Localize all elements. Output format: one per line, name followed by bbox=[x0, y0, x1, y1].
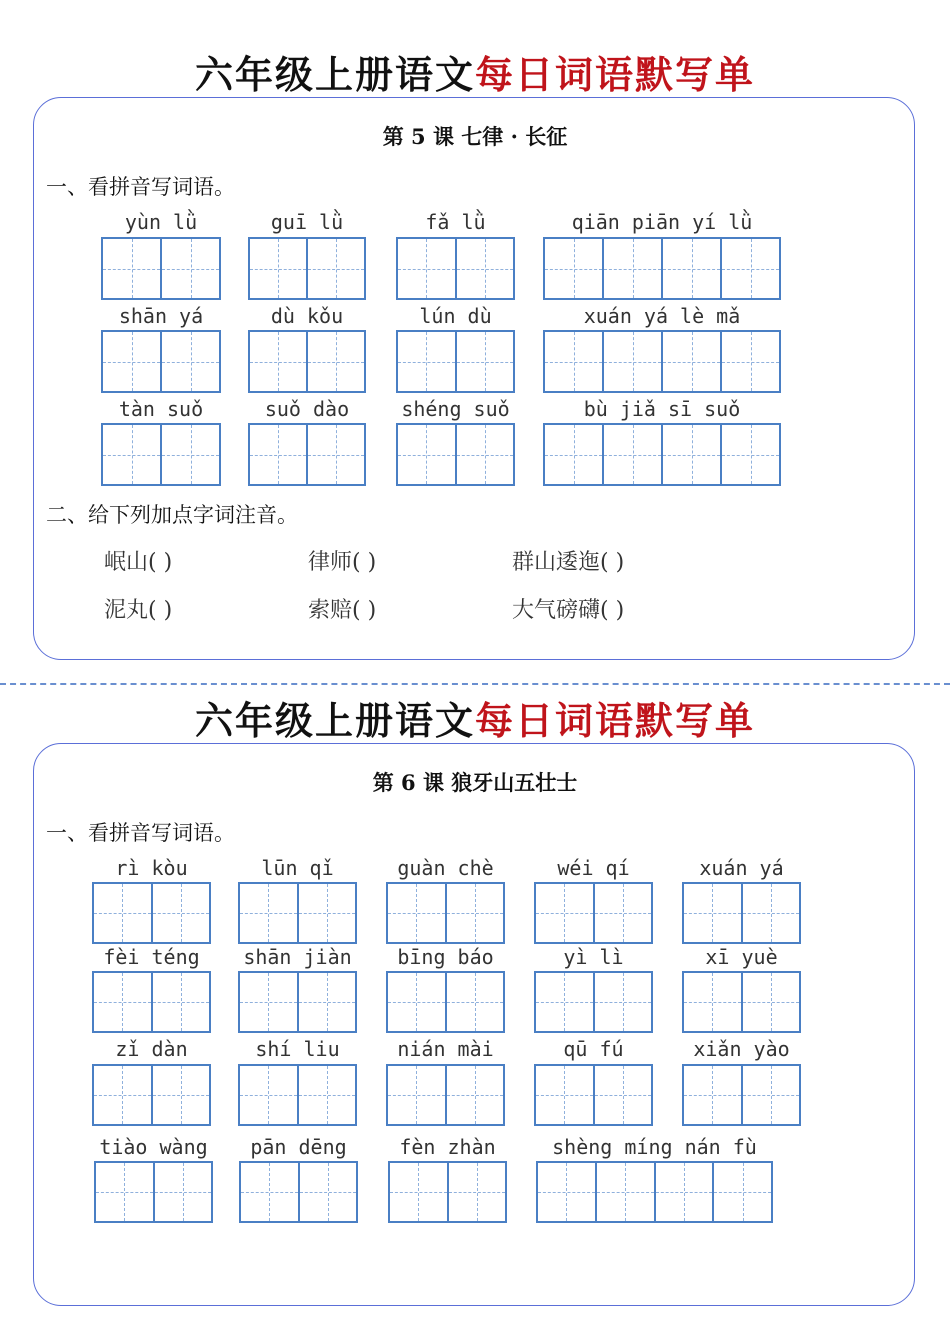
writing-grid[interactable] bbox=[543, 423, 781, 486]
writing-grid[interactable] bbox=[682, 882, 801, 944]
writing-grid[interactable] bbox=[101, 237, 221, 300]
writing-cell[interactable] bbox=[661, 239, 720, 298]
writing-cell[interactable] bbox=[240, 1066, 297, 1124]
sheet2-lesson-title: 第 6 课 狼牙山五壮士 bbox=[372, 770, 578, 795]
pinyin-label: shéng suǒ bbox=[401, 397, 510, 421]
sheet1-title-red: 每日词语默写单 bbox=[475, 52, 756, 97]
writing-grid[interactable] bbox=[386, 1064, 505, 1126]
writing-cell[interactable] bbox=[455, 332, 514, 391]
pinyin-label: tiào wàng bbox=[99, 1135, 208, 1159]
writing-cell[interactable] bbox=[240, 973, 297, 1031]
pinyin-label: fèn zhàn bbox=[399, 1135, 496, 1159]
writing-cell[interactable] bbox=[388, 1066, 445, 1124]
writing-cell[interactable] bbox=[545, 239, 602, 298]
writing-cell[interactable] bbox=[390, 1163, 447, 1221]
writing-cell[interactable] bbox=[593, 1066, 652, 1124]
writing-grid[interactable] bbox=[396, 423, 515, 486]
writing-cell[interactable] bbox=[298, 1163, 357, 1221]
writing-cell[interactable] bbox=[297, 973, 356, 1031]
writing-cell[interactable] bbox=[684, 1066, 741, 1124]
pinyin-label: qū fú bbox=[563, 1037, 624, 1061]
zhuyin-item: 大气磅礴( ) bbox=[512, 598, 625, 623]
pinyin-label: fèi téng bbox=[103, 945, 200, 969]
writing-grid[interactable] bbox=[543, 330, 781, 393]
writing-cell[interactable] bbox=[94, 1066, 151, 1124]
writing-cell[interactable] bbox=[250, 332, 306, 391]
writing-cell[interactable] bbox=[94, 973, 151, 1031]
pinyin-label: tàn suǒ bbox=[118, 397, 204, 421]
writing-cell[interactable] bbox=[741, 973, 800, 1031]
writing-cell[interactable] bbox=[103, 425, 160, 484]
writing-cell[interactable] bbox=[602, 239, 661, 298]
writing-grid[interactable] bbox=[92, 971, 211, 1033]
zhuyin-item: 索赔( ) bbox=[308, 598, 377, 623]
writing-cell[interactable] bbox=[151, 1066, 210, 1124]
writing-cell[interactable] bbox=[398, 425, 455, 484]
writing-cell[interactable] bbox=[741, 1066, 800, 1124]
writing-grid[interactable] bbox=[238, 882, 357, 944]
writing-cell[interactable] bbox=[536, 884, 593, 942]
zhuyin-item: 泥丸( ) bbox=[104, 598, 173, 623]
writing-cell[interactable] bbox=[741, 884, 800, 942]
pinyin-label: zǐ dàn bbox=[115, 1037, 188, 1061]
pinyin-label: shí liu bbox=[255, 1037, 340, 1061]
pinyin-label: shèng míng nán fù bbox=[552, 1135, 757, 1159]
pinyin-label: guī lǜ bbox=[270, 210, 344, 234]
pinyin-label: bīng báo bbox=[397, 945, 494, 969]
writing-cell[interactable] bbox=[94, 884, 151, 942]
pinyin-label: xuán yá bbox=[699, 856, 784, 880]
sheet2-title bbox=[0, 690, 950, 745]
writing-cell[interactable] bbox=[388, 973, 445, 1031]
sheet2-title-red: 每日词语默写单 bbox=[475, 698, 756, 743]
zhuyin-item: 岷山( ) bbox=[104, 550, 173, 575]
writing-cell[interactable] bbox=[151, 973, 210, 1031]
writing-cell[interactable] bbox=[593, 884, 652, 942]
writing-cell[interactable] bbox=[306, 425, 364, 484]
writing-cell[interactable] bbox=[153, 1163, 212, 1221]
writing-cell[interactable] bbox=[445, 1066, 504, 1124]
writing-grid[interactable] bbox=[682, 971, 801, 1033]
pinyin-label: shān yá bbox=[118, 304, 204, 328]
writing-cell[interactable] bbox=[712, 1163, 771, 1221]
writing-cell[interactable] bbox=[602, 425, 661, 484]
writing-cell[interactable] bbox=[96, 1163, 153, 1221]
writing-cell[interactable] bbox=[160, 239, 219, 298]
pinyin-label: guàn chè bbox=[397, 856, 494, 880]
writing-cell[interactable] bbox=[398, 239, 455, 298]
writing-grid[interactable] bbox=[386, 882, 505, 944]
writing-grid[interactable] bbox=[239, 1161, 358, 1223]
writing-grid[interactable] bbox=[388, 1161, 507, 1223]
writing-cell[interactable] bbox=[151, 884, 210, 942]
writing-grid[interactable] bbox=[92, 1064, 211, 1126]
pinyin-label: rì kòu bbox=[115, 856, 188, 880]
writing-cell[interactable] bbox=[720, 425, 779, 484]
writing-cell[interactable] bbox=[250, 239, 306, 298]
writing-grid[interactable] bbox=[536, 1161, 773, 1223]
writing-cell[interactable] bbox=[661, 425, 720, 484]
pinyin-label: lūn qǐ bbox=[261, 856, 334, 880]
writing-grid[interactable] bbox=[101, 330, 221, 393]
writing-grid[interactable] bbox=[396, 237, 515, 300]
writing-grid[interactable] bbox=[248, 237, 366, 300]
writing-cell[interactable] bbox=[455, 425, 514, 484]
pinyin-label: pān dēng bbox=[250, 1135, 347, 1159]
sheet2-title-black: 六年级上册语文 bbox=[194, 698, 475, 743]
writing-cell[interactable] bbox=[445, 973, 504, 1031]
sheet1-title-black: 六年级上册语文 bbox=[194, 52, 475, 97]
writing-cell[interactable] bbox=[545, 425, 602, 484]
pinyin-label: fǎ lǜ bbox=[425, 210, 486, 234]
writing-cell[interactable] bbox=[250, 425, 306, 484]
pinyin-label: yì lì bbox=[563, 945, 624, 969]
writing-grid[interactable] bbox=[534, 882, 653, 944]
cut-line-divider bbox=[0, 683, 950, 685]
writing-grid[interactable] bbox=[543, 237, 781, 300]
writing-cell[interactable] bbox=[306, 332, 364, 391]
writing-cell[interactable] bbox=[241, 1163, 298, 1221]
writing-cell[interactable] bbox=[684, 884, 741, 942]
writing-cell[interactable] bbox=[398, 332, 455, 391]
writing-grid[interactable] bbox=[94, 1161, 213, 1223]
sheet2-section1-heading: 一、看拼音写词语。 bbox=[46, 821, 235, 845]
writing-cell[interactable] bbox=[103, 332, 160, 391]
writing-cell[interactable] bbox=[720, 332, 779, 391]
writing-cell[interactable] bbox=[593, 973, 652, 1031]
pinyin-label: suǒ dào bbox=[264, 397, 350, 421]
zhuyin-item: 律师( ) bbox=[308, 550, 377, 575]
writing-cell[interactable] bbox=[595, 1163, 654, 1221]
pinyin-label: xuán yá lè mǎ bbox=[583, 304, 741, 328]
pinyin-label: nián mài bbox=[397, 1037, 494, 1061]
pinyin-label: wéi qí bbox=[557, 856, 630, 880]
pinyin-label: xiǎn yào bbox=[693, 1037, 790, 1061]
writing-cell[interactable] bbox=[536, 1066, 593, 1124]
writing-grid[interactable] bbox=[682, 1064, 801, 1126]
writing-grid[interactable] bbox=[534, 971, 653, 1033]
pinyin-label: yùn lǜ bbox=[124, 210, 198, 234]
writing-cell[interactable] bbox=[602, 332, 661, 391]
writing-grid[interactable] bbox=[248, 330, 366, 393]
writing-grid[interactable] bbox=[386, 971, 505, 1033]
writing-cell[interactable] bbox=[684, 973, 741, 1031]
pinyin-label: bù jiǎ sī suǒ bbox=[583, 397, 741, 421]
writing-cell[interactable] bbox=[297, 884, 356, 942]
writing-cell[interactable] bbox=[297, 1066, 356, 1124]
pinyin-label: qiān piān yí lǜ bbox=[571, 210, 753, 234]
writing-grid[interactable] bbox=[92, 882, 211, 944]
writing-grid[interactable] bbox=[248, 423, 366, 486]
writing-grid[interactable] bbox=[238, 1064, 357, 1126]
writing-cell[interactable] bbox=[240, 884, 297, 942]
writing-grid[interactable] bbox=[396, 330, 515, 393]
writing-cell[interactable] bbox=[661, 332, 720, 391]
writing-cell[interactable] bbox=[447, 1163, 506, 1221]
writing-cell[interactable] bbox=[455, 239, 514, 298]
pinyin-label: dù kǒu bbox=[270, 304, 344, 328]
writing-grid[interactable] bbox=[534, 1064, 653, 1126]
writing-grid[interactable] bbox=[101, 423, 221, 486]
writing-cell[interactable] bbox=[545, 332, 602, 391]
pinyin-label: xī yuè bbox=[705, 945, 778, 969]
writing-cell[interactable] bbox=[160, 425, 219, 484]
writing-grid[interactable] bbox=[238, 971, 357, 1033]
sheet1-section2-heading: 二、给下列加点字词注音。 bbox=[46, 503, 298, 527]
writing-cell[interactable] bbox=[654, 1163, 713, 1221]
zhuyin-item: 群山逶迤( ) bbox=[512, 550, 625, 575]
sheet1-lesson-title: 第 5 课 七律 · 长征 bbox=[382, 124, 568, 149]
pinyin-label: shān jiàn bbox=[243, 945, 352, 969]
sheet1-section1-heading: 一、看拼音写词语。 bbox=[46, 175, 235, 199]
writing-cell[interactable] bbox=[445, 884, 504, 942]
pinyin-label: lún dù bbox=[419, 304, 492, 328]
writing-cell[interactable] bbox=[538, 1163, 595, 1221]
writing-cell[interactable] bbox=[103, 239, 160, 298]
writing-cell[interactable] bbox=[388, 884, 445, 942]
writing-cell[interactable] bbox=[160, 332, 219, 391]
sheet1-title bbox=[0, 44, 950, 99]
writing-cell[interactable] bbox=[720, 239, 779, 298]
writing-cell[interactable] bbox=[536, 973, 593, 1031]
writing-cell[interactable] bbox=[306, 239, 364, 298]
